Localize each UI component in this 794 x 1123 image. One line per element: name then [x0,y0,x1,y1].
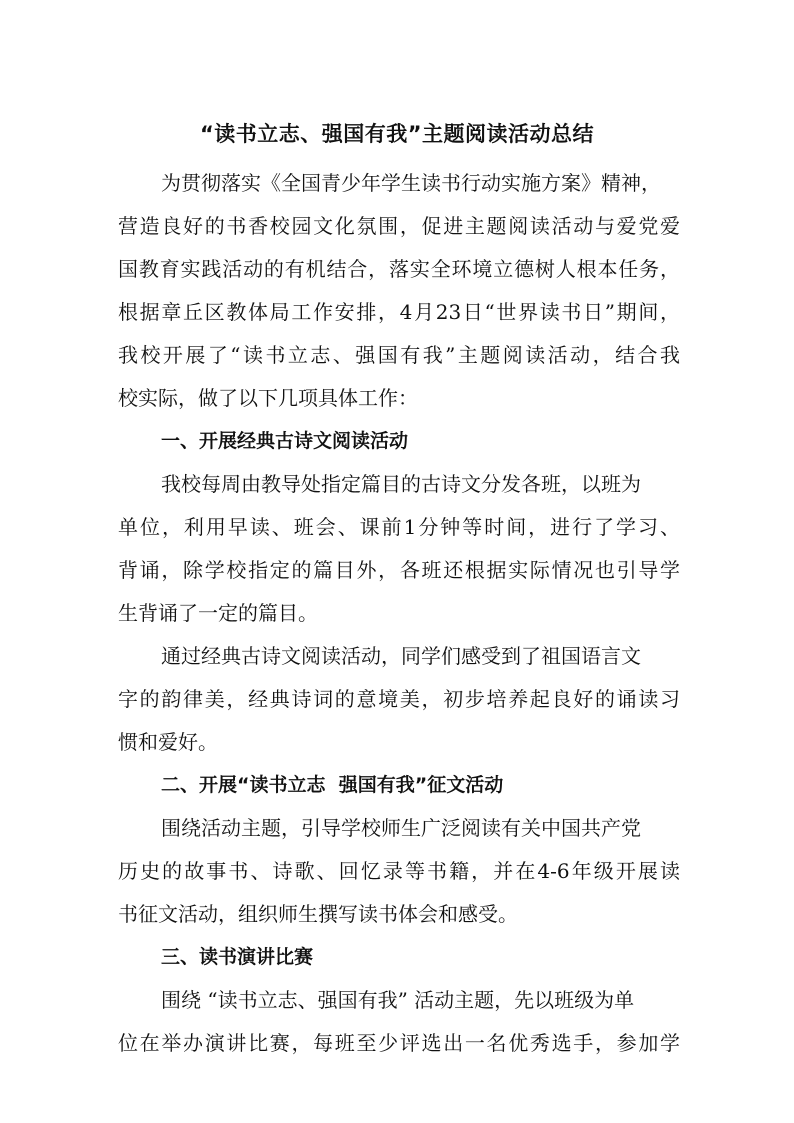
intro-line: 为贯彻落实《全国青少年学生读书行动实施方案》精神， [161,171,661,195]
section1-para1-line: 背诵，除学校指定的篇目外，各班还根据实际情况也引导学 [118,558,680,582]
intro-line: 国教育实践活动的有机结合，落实全环境立德树人根本任务， [118,257,680,281]
section1-para2-line: 字的韵律美，经典诗词的意境美，初步培养起良好的诵读习 [118,687,680,711]
section2-para1-line: 历史的故事书、诗歌、回忆录等书籍，并在4-6年级开展读 [118,859,680,883]
intro-line: 校实际，做了以下几项具体工作： [118,386,418,410]
section3-para1-line: 围绕 “读书立志、强国有我” 活动主题，先以班级为单 [161,988,635,1012]
section-heading-3: 三、读书演讲比赛 [161,946,314,968]
section1-para2-line: 惯和爱好。 [118,730,218,754]
intro-line: 根据章丘区教体局工作安排，4月23日“世界读书日”期间， [118,300,680,324]
section2-para1-line: 围绕活动主题，引导学校师生广泛阅读有关中国共产党 [161,816,641,840]
section1-para1-line: 我校每周由教导处指定篇目的古诗文分发各班，以班为 [161,472,641,496]
section2-para1-line: 书征文活动，组织师生撰写读书体会和感受。 [118,902,518,926]
section1-para1-line: 单位，利用早读、班会、课前1分钟等时间，进行了学习、 [118,515,680,539]
document-title: “读书立志、强国有我”主题阅读活动总结 [199,122,595,146]
section-heading-1: 一、开展经典古诗文阅读活动 [161,430,409,452]
section-heading-2: 二、开展“读书立志 强国有我”征文活动 [161,774,504,796]
intro-line: 我校开展了“读书立志、强国有我”主题阅读活动，结合我 [118,343,680,367]
section1-para1-line: 生背诵了一定的篇目。 [118,601,318,625]
section1-para2-line: 通过经典古诗文阅读活动，同学们感受到了祖国语言文 [161,644,641,668]
section3-para1-line: 位在举办演讲比赛，每班至少评选出一名优秀选手，参加学 [118,1031,680,1055]
intro-line: 营造良好的书香校园文化氛围，促进主题阅读活动与爱党爱 [118,214,680,238]
